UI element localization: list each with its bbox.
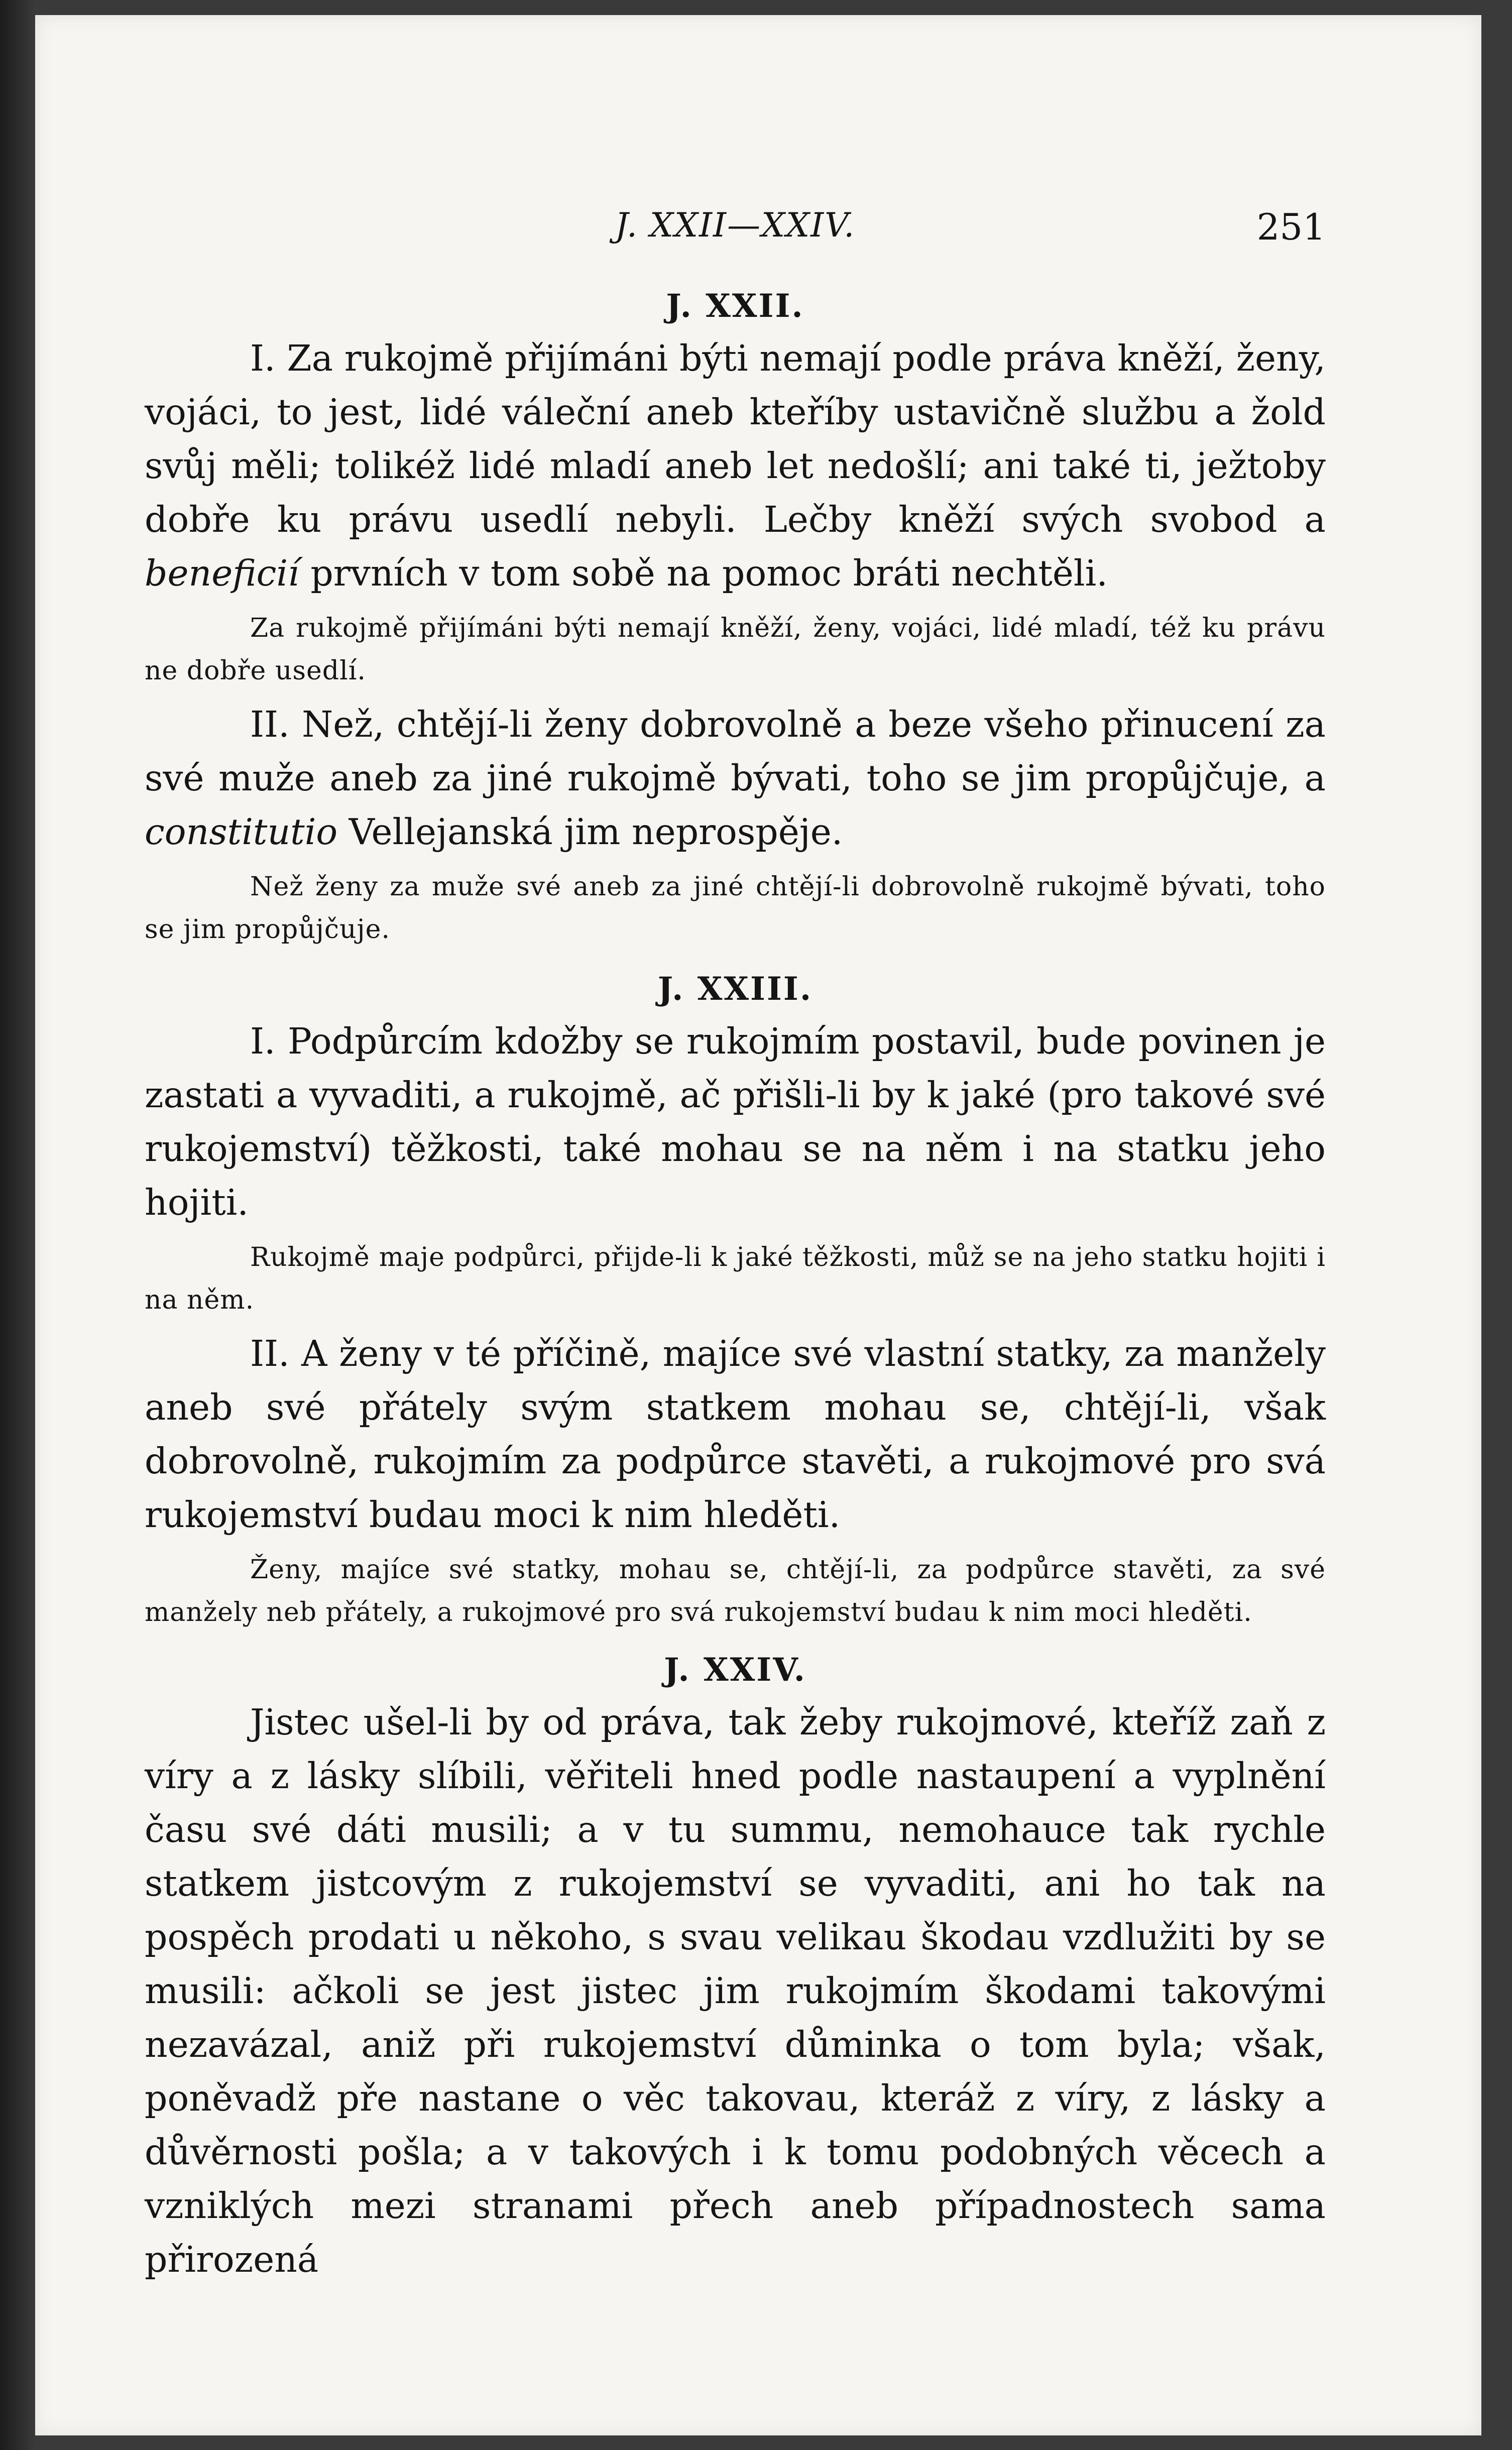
running-head-title: J. XXII—XXIV.: [615, 206, 856, 245]
text-run: prvních v tom sobě na pomoc bráti nechtěli.: [299, 552, 1108, 594]
section-heading-xxii: J. XXII.: [666, 287, 804, 325]
book-gutter-shadow: [0, 0, 35, 2450]
gloss-xxii-1: Za rukojmě přijímáni býti nemají kněží, ženy, vojáci, lidé mladí, též ku právu ne dobře usedlí.: [145, 613, 1326, 686]
page-number: 251: [1256, 206, 1326, 248]
paragraph-xxii-2: [145, 697, 1326, 859]
text-run: II. Než, chtějí-li ženy dobrovolně a beze všeho přinucení za své muže aneb za jiné rukojmě bývati, toho se jim propůjčuje, a: [145, 704, 1326, 799]
section-heading-xxiv: J. XXIV.: [664, 1651, 806, 1689]
gloss-xxiii-2: Ženy, majíce své statky, mohau se, chtějí-li, za podpůrce stavěti, za své manžely neb přátely, a rukojmové pro svá rukojemství budau k nim moci hleděti.: [145, 1555, 1326, 1627]
paragraph-xxii-1: [145, 331, 1326, 600]
italic-term: constitutio: [145, 811, 338, 853]
italic-term: beneficií: [145, 552, 299, 594]
gloss-xxii-2: Než ženy za muže své aneb za jiné chtějí-li dobrovolně rukojmě bývati, toho se jim propůjčuje.: [145, 872, 1326, 945]
paragraph-xxiii-2: II. A ženy v té příčině, majíce své vlastní statky, za manžely aneb své přátely svým statkem mohau se, chtějí-li, však dobrovolně, rukojmím za podpůrce stavěti, a rukojmové pro svá rukojemství budau moci k nim hleděti.: [145, 1333, 1326, 1536]
book-page: [35, 15, 1481, 2435]
section-heading-xxiii: J. XXIII.: [657, 970, 813, 1008]
paragraph-xxiii-1: I. Podpůrcím kdožby se rukojmím postavil, bude povinen je zastati a vyvaditi, a rukojmě, ač přišli-li by k jaké (pro takové své rukojemství) těžkosti, také mohau se na něm i na statku jeho hojiti.: [145, 1020, 1326, 1223]
page-content: [145, 206, 1326, 2286]
text-run: I. Za rukojmě přijímáni býti nemají podle práva kněží, ženy, vojáci, to jest, lidé váleční aneb kteříby ustavičně službu a žold svůj měli; tolikéž lidé mladí aneb let nedošlí; ani také ti, ježtoby dobře ku právu usedlí nebyli. Lečby kněží svých svobod a: [145, 337, 1326, 540]
paragraph-xxiv-1: Jistec ušel-li by od práva, tak žeby rukojmové, kteříž zaň z víry a z lásky slíbili, věřiteli hned podle nastaupení a vyplnění času své dáti musili; a v tu summu, nemohauce tak rychle statkem jistcovým z rukojemství se vyvaditi, ani ho tak na pospěch prodati u někoho, s svau velikau škodau vzdlužiti by se musili: ačkoli se jest jistec jim rukojmím škodami takovými nezavázal, aniž při rukojemství důminka o tom byla; však, poněvadž pře nastane o věc takovau, kteráž z víry, z lásky a důvěrnosti pošla; a v takových i k tomu podobných věcech a vzniklých mezi stranami přech aneb případnostech sama přirozená: [145, 1701, 1326, 2280]
text-run: Vellejanská jim neprospěje.: [337, 811, 843, 853]
running-head: [145, 206, 1326, 261]
gloss-xxiii-1: Rukojmě maje podpůrci, přijde-li k jaké těžkosti, můž se na jeho statku hojiti i na něm.: [145, 1242, 1326, 1315]
